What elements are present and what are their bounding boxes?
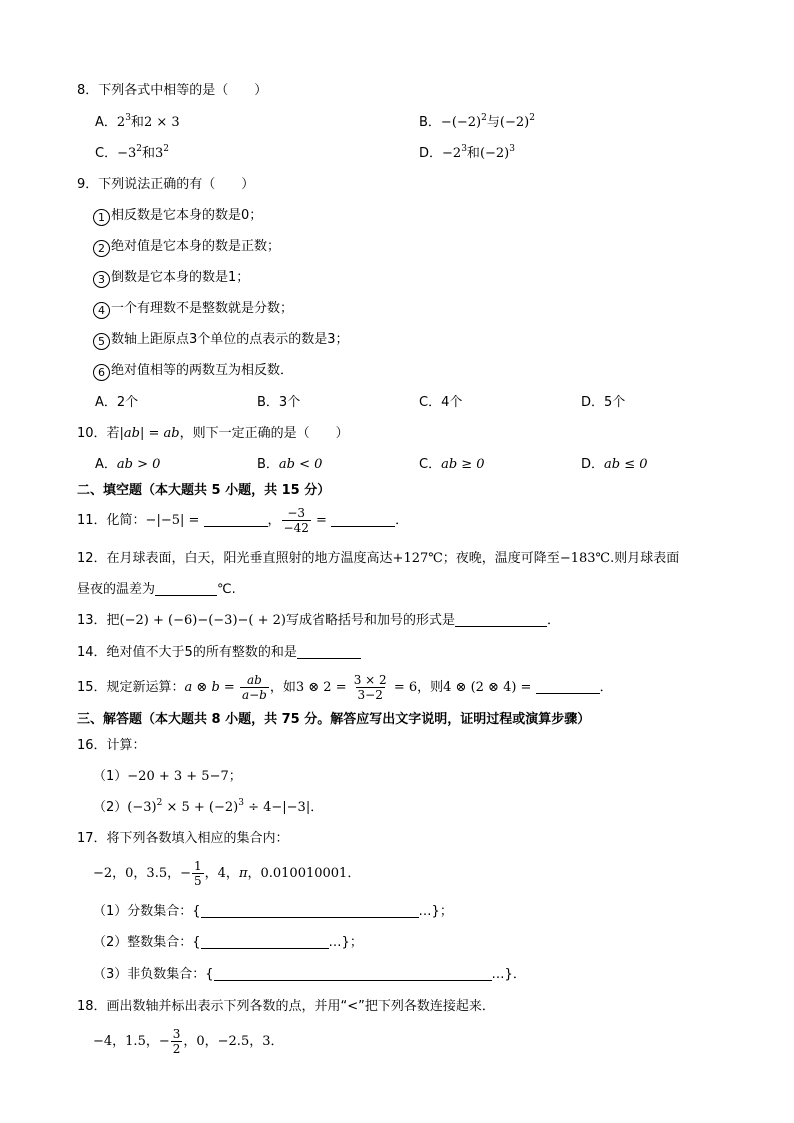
- q17-set-nonnegatives: （3）非负数集合：{ …}．: [93, 967, 526, 982]
- q15-example-fraction: $\frac{3 \times 2}{3-2}$: [353, 673, 387, 702]
- q8-stem: 8．下列各式中相等的是（ ）: [77, 83, 268, 98]
- q13-blank[interactable]: [455, 612, 547, 627]
- q18-fraction: $\frac{3}{2}$: [172, 1027, 181, 1056]
- q17-numbers: −2，0，3.5，− $\frac{1}{5}$ ，4，π，0.010010001．: [93, 859, 361, 888]
- q15: 15．规定新运算：a ⊗ b = $\frac{ab}{a-b}$ ，如3 ⊗ 2 = $\frac{3 \times 2}{3-2}$ = 6，则4 ⊗ (2 ⊗ 4) = ．: [77, 673, 613, 702]
- q14: 14．绝对值不大于5的所有整数的和是: [77, 644, 361, 662]
- q9-statement-5: 5 数轴上距原点3个单位的点表示的数是3；: [93, 331, 349, 350]
- circled-number-2: 2: [93, 240, 110, 257]
- q9-statement-3: 3 倒数是它本身的数是1；: [93, 269, 249, 288]
- circled-number-1: 1: [93, 209, 110, 226]
- q17-fraction: $\frac{1}{5}$: [194, 859, 202, 888]
- q9-option-c: C．4个: [419, 395, 463, 410]
- q10-option-c: C．ab ≥ 0: [419, 457, 485, 472]
- q16-part-2: $(2)(-3)^2 \times 5 + (-2)^3 \div 4-|-3|$．: [93, 798, 324, 815]
- q11-fraction: $\frac{-3}{-42}$: [283, 506, 309, 535]
- q12-blank[interactable]: [155, 581, 217, 596]
- q17-set-integers: （2）整数集合：{ …}；: [93, 935, 363, 950]
- q17-stem: 17．将下列各数填入相应的集合内：: [77, 831, 289, 846]
- q8-option-d: D．$-2^3$和$(-2)^3$: [419, 144, 515, 161]
- circled-number-5: 5: [93, 333, 110, 350]
- q16-stem: 16．计算：: [77, 738, 146, 753]
- q11-blank-1[interactable]: [204, 512, 268, 527]
- q11: 11．化简：−|−5| = ， $\frac{-3}{-42}$ = ．: [77, 506, 409, 535]
- q12-line-2: 昼夜的温差为 ℃.: [77, 582, 236, 597]
- section-3-title: 三、解答题（本大题共 8 小题，共 75 分。解答应写出文字说明，证明过程或演算步骤）: [77, 712, 591, 727]
- q11-blank-2[interactable]: [331, 512, 395, 527]
- q16-part-1: （1）−20 + 3 + 5−7；: [93, 769, 242, 784]
- q8-option-c: C．$-3^2$和$3^2$: [95, 144, 170, 161]
- q9-statement-6: 6 绝对值相等的两数互为相反数．: [93, 362, 293, 381]
- q15-definition-fraction: $\frac{ab}{a-b}$: [241, 673, 267, 702]
- q9-option-b: B．3个: [257, 395, 301, 410]
- q9-statement-2: 2 绝对值是它本身的数是正数；: [93, 238, 280, 257]
- q17-blank-nonnegatives[interactable]: [214, 966, 492, 981]
- q18-stem: 18．画出数轴并标出表示下列各数的点，并用“<”把下列各数连接起来．: [77, 999, 495, 1014]
- q9-statement-1: 1 相反数是它本身的数是0；: [93, 207, 262, 226]
- q10-option-a: A．ab > 0: [95, 457, 161, 472]
- q14-blank[interactable]: [297, 644, 361, 659]
- q8-option-a: A．$2^3$和2 × 3: [95, 113, 180, 130]
- q15-blank[interactable]: [536, 679, 600, 694]
- q13: 13．把(−2) + (−6)−(−3)−( + 2)写成省略括号和加号的形式是 ．: [77, 613, 561, 628]
- q9-option-d: D．5个: [581, 395, 626, 410]
- q9-statement-4: 4 一个有理数不是整数就是分数；: [93, 300, 293, 319]
- q9-option-a: A．2个: [95, 395, 139, 410]
- q8-option-b: B．$-(-2)^2$与$(-2)^2$: [419, 113, 535, 130]
- section-2-title: 二、填空题（本大题共 5 小题，共 15 分）: [77, 483, 331, 498]
- q17-blank-fractions[interactable]: [201, 903, 419, 918]
- q10-option-b: B．ab < 0: [257, 457, 323, 472]
- circled-number-3: 3: [93, 271, 110, 288]
- q10-option-d: D．ab ≤ 0: [581, 457, 648, 472]
- q12-line-1: 12．在月球表面，白天，阳光垂直照射的地方温度高达+127℃；夜晚，温度可降至−183℃.则月球表面: [77, 551, 680, 566]
- q9-stem: 9．下列说法正确的有（ ）: [77, 177, 255, 192]
- q17-set-fractions: （1）分数集合：{ …}；: [93, 904, 453, 919]
- circled-number-4: 4: [93, 302, 110, 319]
- q17-blank-integers[interactable]: [201, 934, 329, 949]
- circled-number-6: 6: [93, 364, 110, 381]
- q10-stem: 10．若|ab| = ab，则下一定正确的是（ ）: [77, 426, 349, 441]
- q18-numbers: −4，1.5，− $\frac{3}{2}$ ，0，−2.5，3．: [93, 1027, 284, 1056]
